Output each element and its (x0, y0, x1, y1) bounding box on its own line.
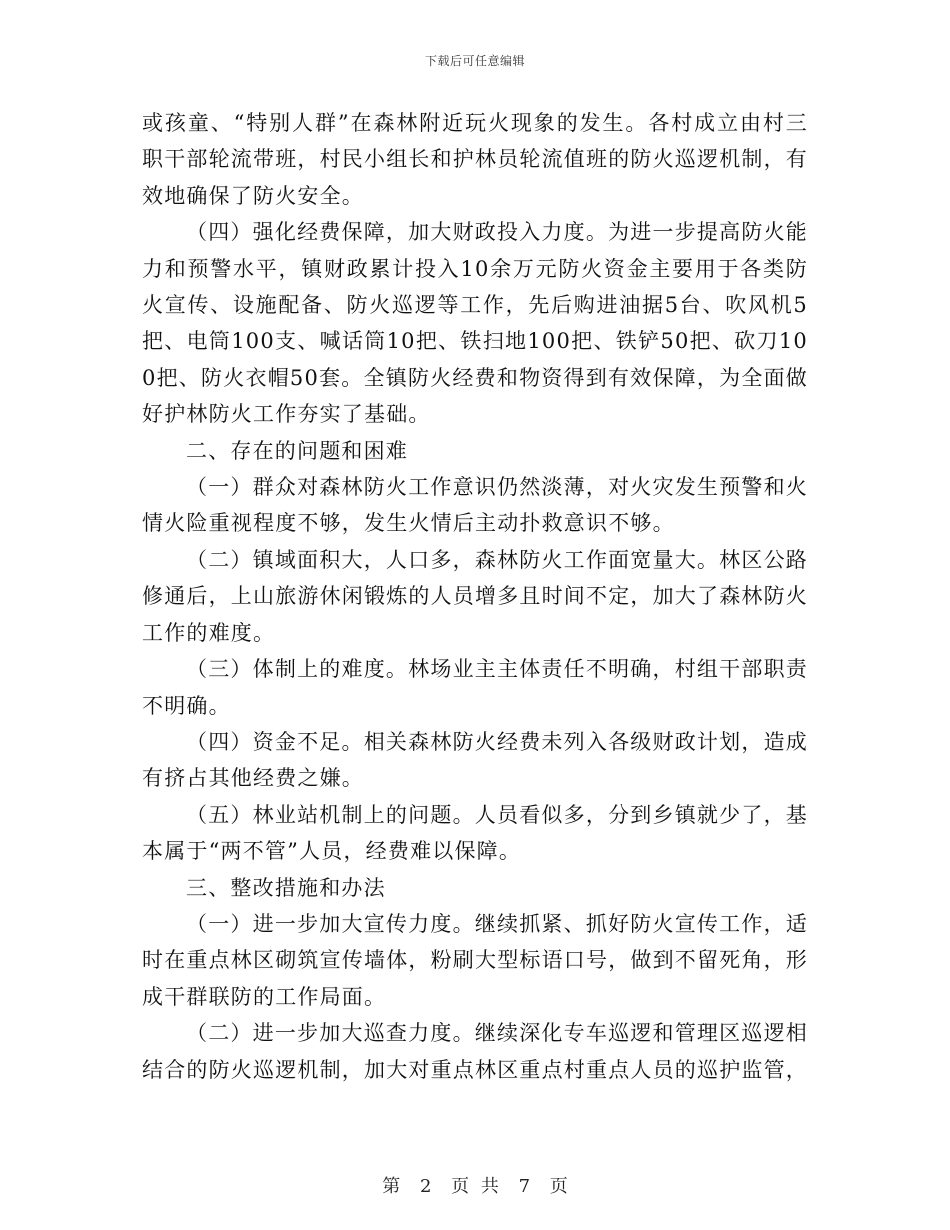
paragraph: （五）林业站机制上的问题。人员看似多，分到乡镇就少了，基本属于“两不管”人员，经费难以保障。 (142, 802, 808, 864)
current-page-number: 2 (419, 1176, 432, 1197)
paragraph: （一）进一步加大宣传力度。继续抓紧、抓好防火宣传工作，适时在重点林区砌筑宣传墙体，粉刷大型标语口号，做到不留死角，形成干群联防的工作局面。 (142, 911, 808, 1009)
paragraph: （四）资金不足。相关森林防火经费未列入各级财政计划，造成有挤占其他经费之嫌。 (142, 729, 808, 791)
page-label-middle: 页 共 (451, 1176, 499, 1197)
paragraph: （三）体制上的难度。林场业主主体责任不明确，村组干部职责不明确。 (142, 657, 808, 718)
paragraph: （一）群众对森林防火工作意识仍然淡薄，对火灾发生预警和火情火险重视程度不够，发生火情后主动扑救意识不够。 (142, 475, 808, 536)
page-label-suffix: 页 (549, 1176, 568, 1197)
paragraph: （二）进一步加大巡查力度。继续深化专车巡逻和管理区巡逻相结合的防火巡逻机制，加大对重点林区重点村重点人员的巡护监管， (142, 1021, 808, 1082)
total-page-number: 7 (518, 1176, 531, 1197)
paragraph: （二）镇域面积大，人口多，森林防火工作面宽量大。林区公路修通后，上山旅游休闲锻炼的人员增多且时间不定，加大了森林防火工作的难度。 (142, 547, 808, 645)
section-heading: 二、存在的问题和困难 (186, 438, 408, 463)
section-heading: 三、整改措施和办法 (186, 875, 386, 900)
document-body (142, 105, 808, 1088)
page-label-prefix: 第 (382, 1176, 401, 1197)
page-footer (0, 1172, 950, 1198)
page-header: 下载后可任意编辑 (424, 54, 525, 68)
paragraph: 或孩童、“特别人群”在森林附近玩火现象的发生。各村成立由村三职干部轮流带班，村民小组长和护林员轮流值班的防火巡逻机制，有效地确保了防火安全。 (142, 111, 808, 208)
paragraph: （四）强化经费保障，加大财政投入力度。为进一步提高防火能力和预警水平，镇财政累计投入10余万元防火资金主要用于各类防火宣传、设施配备、防火巡逻等工作，先后购进油据5台、吹风机5把、电筒100支、喊话筒10把、铁扫地100把、铁铲50把、砍刀100把、防火衣帽50套。全镇防火经费和物资得到有效保障，为全面做好护林防火工作夯实了基础。 (142, 220, 808, 427)
